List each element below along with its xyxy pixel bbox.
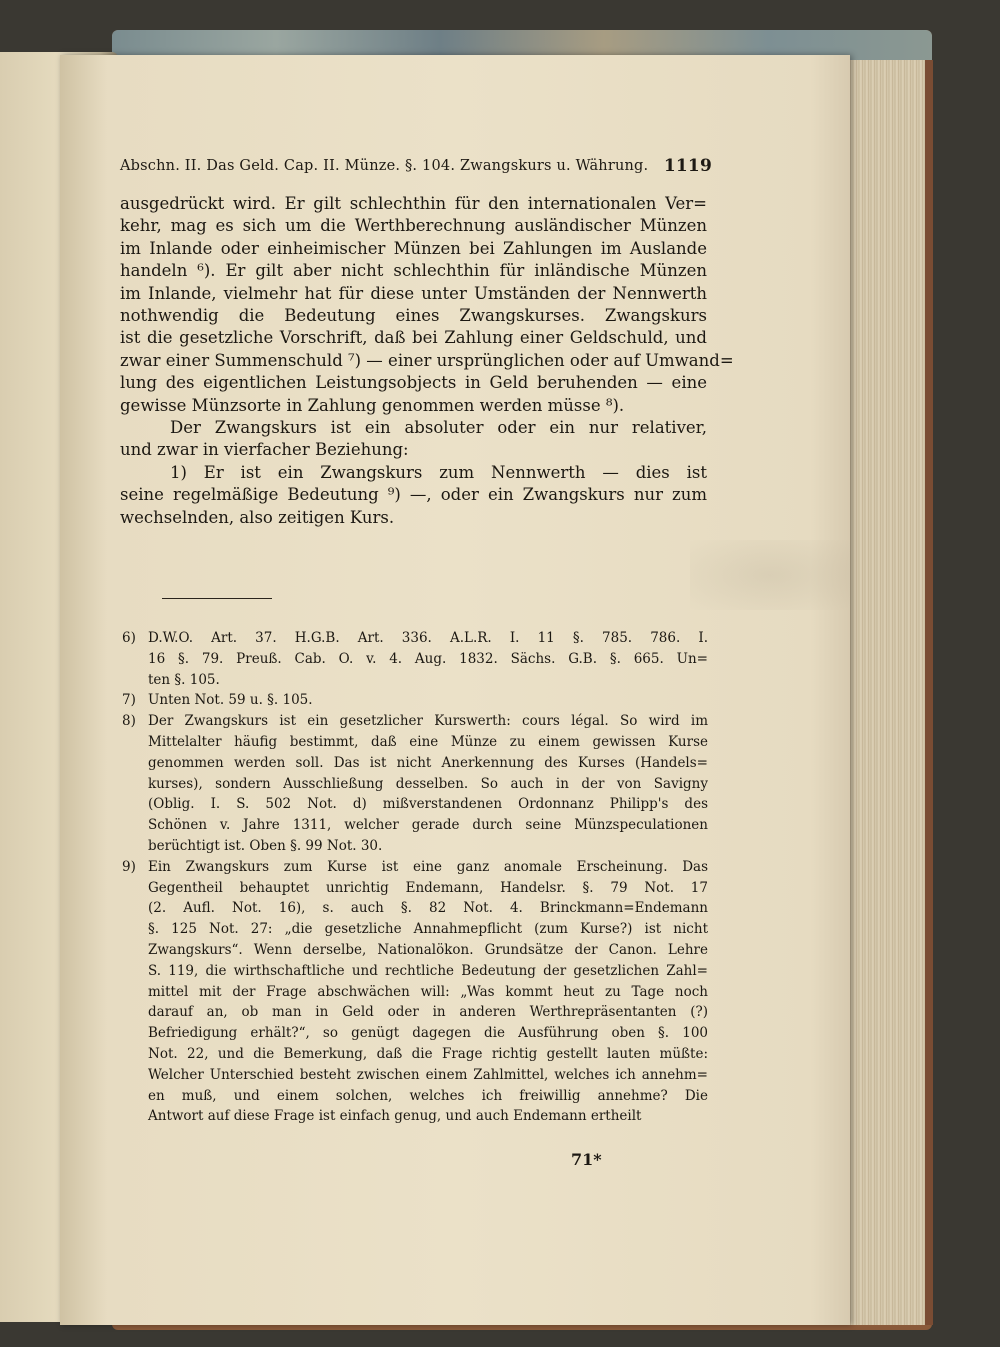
footnote-text: mittel mit der Frage abschwächen will: „Was kommt heut zu Tage noch: [148, 983, 708, 1000]
footnote-text: 16 §. 79. Preuß. Cab. O. v. 4. Aug. 1832. Sächs. G.B. §. 665. Un=: [148, 650, 708, 667]
body-line: im Inlande, vielmehr hat für diese unter Umständen der Nennwerth: [120, 283, 707, 303]
signature-mark: 71*: [571, 1150, 602, 1169]
footnote-line: [148, 1023, 708, 1044]
footnote-line: [148, 732, 708, 753]
footnote-line: [148, 1002, 708, 1023]
footnote-line: [148, 898, 708, 919]
body-line: lung des eigentlichen Leistungsobjects in Geld beruhenden — eine: [120, 373, 707, 393]
body-line: gewisse Münzsorte in Zahlung genommen werden müsse ⁸).: [120, 395, 625, 415]
footnote-number: 9): [122, 858, 136, 875]
footnote-line: [148, 878, 708, 899]
footnote-line: [148, 794, 708, 815]
footnote-text: S. 119, die wirthschaftliche und rechtliche Bedeutung der gesetzlichen Zahl=: [148, 962, 708, 979]
body-line: kehr, mag es sich um die Werthberechnung ausländischer Münzen: [120, 216, 707, 236]
ink-bleed-through: [690, 540, 850, 610]
footnote-line: [148, 940, 708, 961]
footnote-line: [148, 1086, 708, 1107]
running-head-text: Abschn. II. Das Geld. Cap. II. Münze. §. 104. Zwangskurs u. Währung.: [120, 158, 649, 174]
footnote-text: Ein Zwangskurs zum Kurse ist eine ganz anomale Erscheinung. Das: [148, 858, 708, 875]
footnote-text: Der Zwangskurs ist ein gesetzlicher Kurswerth: cours légal. So wird im: [148, 713, 708, 730]
footnote-text: Gegentheil behauptet unrichtig Endemann, Handelsr. §. 79 Not. 17: [148, 879, 708, 896]
footnote-text: ten §. 105.: [148, 671, 220, 688]
main-text: [120, 193, 734, 529]
body-line: wechselnden, also zeitigen Kurs.: [120, 507, 395, 527]
footnote-text: Schönen v. Jahre 1311, welcher gerade durch seine Münzspeculationen: [148, 817, 708, 834]
body-line: ist die gesetzliche Vorschrift, daß bei Zahlung einer Geldschuld, und: [120, 328, 707, 348]
footnote-line: [148, 1106, 708, 1127]
footnote-text: en muß, und einem solchen, welches ich freiwillig annehme? Die: [148, 1087, 708, 1104]
footnote-first-line: [122, 628, 708, 649]
footnote-line: [148, 836, 708, 857]
body-line: Der Zwangskurs ist ein absoluter oder ein nur relativer,: [170, 418, 707, 438]
page-number: 1119: [663, 156, 712, 176]
footnote-line: [148, 774, 708, 795]
footnote-text: Not. 22, und die Bemerkung, daß die Frage richtig gestellt lauten müßte:: [148, 1045, 708, 1062]
footnote-line: [148, 1044, 708, 1065]
footnote-text: kurses), sondern Ausschließung desselben. So auch in der von Savigny: [148, 775, 708, 792]
body-line: handeln ⁶). Er gilt aber nicht schlechthin für inländische Münzen: [120, 261, 707, 281]
footnote-text: (2. Aufl. Not. 16), s. auch §. 82 Not. 4. Brinckmann=Endemann: [148, 900, 708, 917]
body-line: und zwar in vierfacher Beziehung:: [120, 440, 409, 460]
footnote-first-line: [122, 690, 708, 711]
footnote-line: [148, 1065, 708, 1086]
footnote-line: [148, 961, 708, 982]
footnote-number: 8): [122, 713, 136, 730]
body-line: im Inlande oder einheimischer Münzen bei Zahlungen im Auslande: [120, 238, 707, 258]
body-line: zwar einer Summenschuld ⁷) — einer ursprünglichen oder auf Umwand=: [120, 350, 734, 370]
footnote-number: 6): [122, 630, 136, 646]
footnote-line: [148, 649, 708, 670]
footnote-line: [148, 919, 708, 940]
body-line: ausgedrückt wird. Er gilt schlechthin für den internationalen Ver=: [120, 194, 707, 213]
footnote-line: [148, 670, 708, 691]
running-header: [120, 158, 712, 184]
footnote-text: Unten Not. 59 u. §. 105.: [148, 692, 313, 709]
footnote-number: 7): [122, 692, 136, 709]
footnote-line: [148, 753, 708, 774]
body-line: nothwendig die Bedeutung eines Zwangskurses. Zwangskurs: [120, 306, 707, 326]
body-line: seine regelmäßige Bedeutung ⁹) —, oder ein Zwangskurs nur zum: [120, 485, 707, 505]
footnotes: [122, 628, 708, 1127]
footnote-text: (Oblig. I. S. 502 Not. d) mißverstandenen Ordonnanz Philipp's des: [148, 796, 708, 813]
footnote-text: Befriedigung erhält?“, so genügt dagegen die Ausführung oben §. 100: [148, 1025, 708, 1042]
footnote-first-line: [122, 711, 708, 732]
footnote-text: Antwort auf diese Frage ist einfach genug, und auch Endemann ertheilt: [148, 1108, 642, 1125]
footnote-text: §. 125 Not. 27: „die gesetzliche Annahmepflicht (zum Kurse?) ist nicht: [148, 921, 708, 938]
footnote-text: darauf an, ob man in Geld oder in anderen Werthrepräsentanten (?): [148, 1004, 708, 1021]
footnote-text: Mittelalter häufig bestimmt, daß eine Münze zu einem gewissen Kurse: [148, 733, 708, 750]
footnote-separator: [162, 598, 272, 599]
footnote-first-line: [122, 857, 708, 878]
footnote-text: Zwangskurs“. Wenn derselbe, Nationalökon. Grundsätze der Canon. Lehre: [148, 941, 708, 958]
footnote-text: berüchtigt ist. Oben §. 99 Not. 30.: [148, 837, 383, 854]
footnote-text: genommen werden soll. Das ist nicht Anerkennung des Kurses (Handels=: [148, 754, 708, 771]
footnote-line: [148, 815, 708, 836]
footnote-text: D.W.O. Art. 37. H.G.B. Art. 336. A.L.R. I. 11 §. 785. 786. I.: [148, 630, 708, 646]
footnote-line: [148, 982, 708, 1003]
footnote-text: Welcher Unterschied besteht zwischen einem Zahlmittel, welches ich annehm=: [148, 1066, 708, 1083]
body-line: 1) Er ist ein Zwangskurs zum Nennwerth — dies ist: [170, 462, 707, 482]
